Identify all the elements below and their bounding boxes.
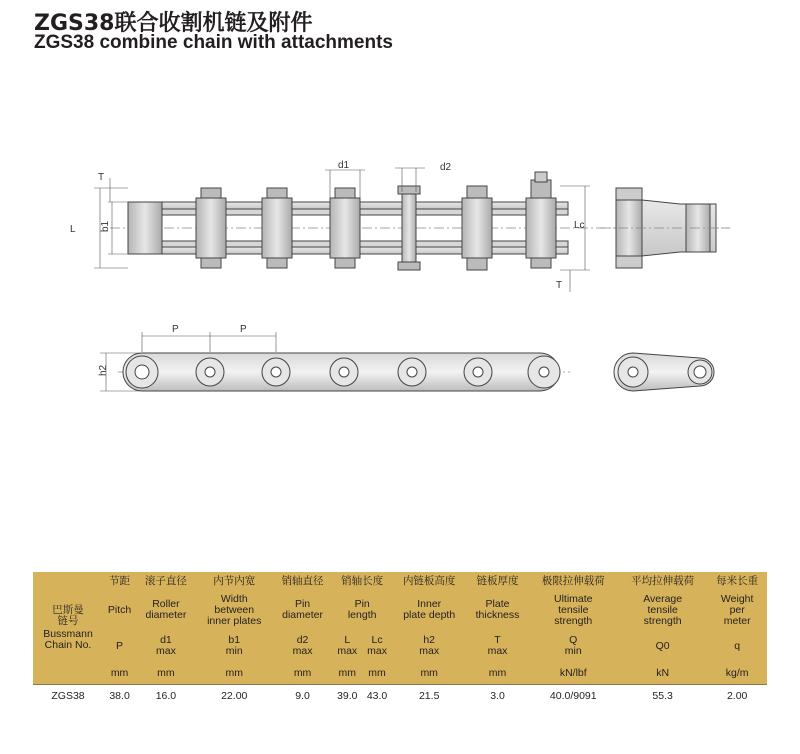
page-title-chinese: ZGS38联合收割机链及附件 <box>34 11 313 36</box>
cell-weight: 2.00 <box>707 685 767 708</box>
chain-side-view <box>100 332 570 391</box>
col-en-roller: Roller diameter <box>136 590 196 630</box>
col-sym-ultimate: Q min <box>529 630 618 662</box>
specification-table <box>33 572 767 707</box>
dim-label-d1: d1 <box>338 160 350 171</box>
col-cn-plate-depth: 内链板高度 <box>392 572 466 590</box>
col-cn-ultimate: 极限拉伸载荷 <box>529 572 618 590</box>
dim-label-P-first: P <box>172 324 179 335</box>
chain-no-header <box>33 572 103 685</box>
chain-no-cn: 巴斯曼 链号 <box>52 604 84 627</box>
col-en-average: Average tensile strength <box>618 590 707 630</box>
attachment-link-view <box>614 353 714 391</box>
cell-pitch: 38.0 <box>103 685 136 708</box>
table-header-row <box>33 572 767 590</box>
dim-label-P-second: P <box>240 324 247 335</box>
cell-chain-no: ZGS38 <box>33 685 103 708</box>
col-cn-pitch: 节距 <box>103 572 136 590</box>
col-unit-pin-len-Lc: mm <box>362 662 392 685</box>
dim-label-L: L <box>70 224 76 235</box>
col-unit-pin-dia: mm <box>273 662 333 685</box>
col-cn-thickness: 链板厚度 <box>466 572 528 590</box>
col-en-pin-dia: Pin diameter <box>273 590 333 630</box>
col-unit-average: kN <box>618 662 707 685</box>
col-unit-plate-depth: mm <box>392 662 466 685</box>
col-sym-pin-dia: d2 max <box>273 630 333 662</box>
col-unit-weight: kg/m <box>707 662 767 685</box>
chain-no-en: Bussmann Chain No. <box>43 628 93 651</box>
dim-label-T-top: T <box>98 172 105 183</box>
col-cn-average: 平均拉伸载荷 <box>618 572 707 590</box>
cell-thickness: 3.0 <box>466 685 528 708</box>
cell-ultimate: 40.0/9091 <box>529 685 618 708</box>
col-en-pitch: Pitch <box>103 590 136 630</box>
dim-label-d2: d2 <box>440 162 452 173</box>
page-title-english: ZGS38 combine chain with attachments <box>34 32 393 53</box>
dim-label-T-bottom: T <box>556 280 563 291</box>
dim-label-h2: h2 <box>98 364 109 376</box>
col-en-thickness: Plate thickness <box>466 590 528 630</box>
col-unit-pin-len-L: mm <box>332 662 362 685</box>
col-unit-width: mm <box>196 662 273 685</box>
table-symbol-row <box>33 630 767 662</box>
col-en-plate-depth: Inner plate depth <box>392 590 466 630</box>
col-en-pin-len: Pin length <box>332 590 392 630</box>
col-cn-pin-dia: 销轴直径 <box>273 572 333 590</box>
cell-pin-len-L: 39.0 <box>332 685 362 708</box>
col-unit-thickness: mm <box>466 662 528 685</box>
col-en-weight: Weight per meter <box>707 590 767 630</box>
cell-pin-len-Lc: 43.0 <box>362 685 392 708</box>
col-sym-average: Q0 <box>618 630 707 662</box>
col-unit-roller: mm <box>136 662 196 685</box>
col-sym-weight: q <box>707 630 767 662</box>
col-sym-roller: d1 max <box>136 630 196 662</box>
col-sym-thickness: T max <box>466 630 528 662</box>
col-cn-weight: 每米长重 <box>707 572 767 590</box>
cell-inner-width: 22.00 <box>196 685 273 708</box>
col-en-width: Width between inner plates <box>196 590 273 630</box>
table-row <box>33 685 767 708</box>
cell-plate-depth: 21.5 <box>392 685 466 708</box>
cell-pin-dia: 9.0 <box>273 685 333 708</box>
col-unit-ultimate: kN/lbf <box>529 662 618 685</box>
table-unit-row <box>33 662 767 685</box>
cell-roller-dia: 16.0 <box>136 685 196 708</box>
col-en-ultimate: Ultimate tensile strength <box>529 590 618 630</box>
dim-label-b1: b1 <box>100 220 111 232</box>
chain-end-view <box>600 188 730 268</box>
dim-label-Lc: Lc <box>574 220 585 231</box>
col-sym-width: b1 min <box>196 630 273 662</box>
col-cn-width: 内节内宽 <box>196 572 273 590</box>
cell-average: 55.3 <box>618 685 707 708</box>
col-cn-roller: 滚子直径 <box>136 572 196 590</box>
table-header-en-row <box>33 590 767 630</box>
col-sym-pin-len-Lc: Lc max <box>362 630 392 662</box>
col-sym-plate-depth: h2 max <box>392 630 466 662</box>
col-unit-pitch: mm <box>103 662 136 685</box>
col-sym-pitch: P <box>103 630 136 662</box>
col-cn-pin-len: 销轴长度 <box>332 572 392 590</box>
col-sym-pin-len-L: L max <box>332 630 362 662</box>
